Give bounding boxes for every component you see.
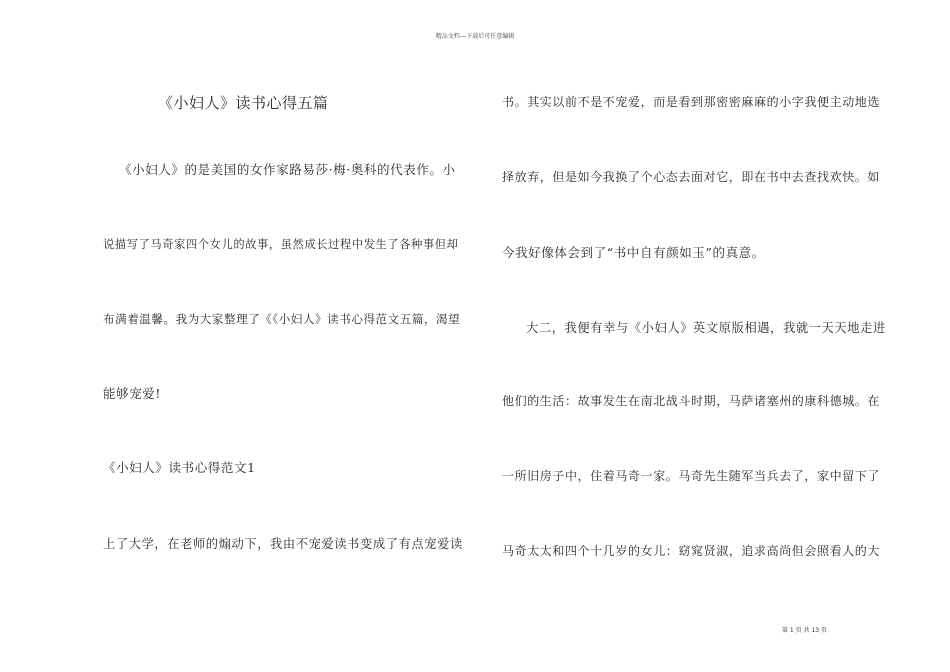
paragraph-line: 大二，我便有幸与《小妇人》英文原版相遇，我就一天天地走进 (526, 321, 886, 335)
paragraph-line: 一所旧房子中，住着马奇一家。马奇先生随军当兵去了，家中留下了 (502, 469, 881, 483)
paragraph-line: 布满着温馨。我为大家整理了《《小妇人》读书心得范文五篇，渴望 (103, 312, 461, 326)
paragraph-line: 择放弃，但是如今我换了个心态去面对它，即在书中去查找欢快。如 (502, 170, 881, 184)
paragraph-line: 他们的生活：故事发生在南北战斗时期，马萨诸塞州的康科德城。在 (502, 394, 881, 408)
paragraph-line: 马奇太太和四个十几岁的女儿：窈窕贤淑，追求高尚但会照看人的大 (502, 544, 881, 558)
paragraph-line: 上了大学，在老师的煽动下，我由不宠爱读书变成了有点宠爱读 (103, 537, 463, 551)
paragraph-line: 今我好像体会到了“书中自有颜如玉”的真意。 (502, 245, 765, 260)
document-title: 《小妇人》读书心得五篇 (158, 94, 329, 112)
paragraph-line: 能够宠爱! (103, 386, 162, 401)
paragraph-line: 《小妇人》的是美国的女作家路易莎·梅·奥科的代表作。小 (119, 162, 456, 177)
paragraph-line: 书。其实以前不是不宠爱，而是看到那密密麻麻的小字我便主动地选 (502, 95, 881, 109)
section-heading: 《小妇人》读书心得范文1 (103, 460, 256, 475)
paragraph-line: 说描写了马奇家四个女儿的故事，虽然成长过程中发生了各种事但却 (103, 238, 459, 251)
page-number: 第 1 页 共 13 页 (782, 627, 827, 634)
header-watermark: 精品文档---下载后可任意编辑 (435, 33, 515, 40)
